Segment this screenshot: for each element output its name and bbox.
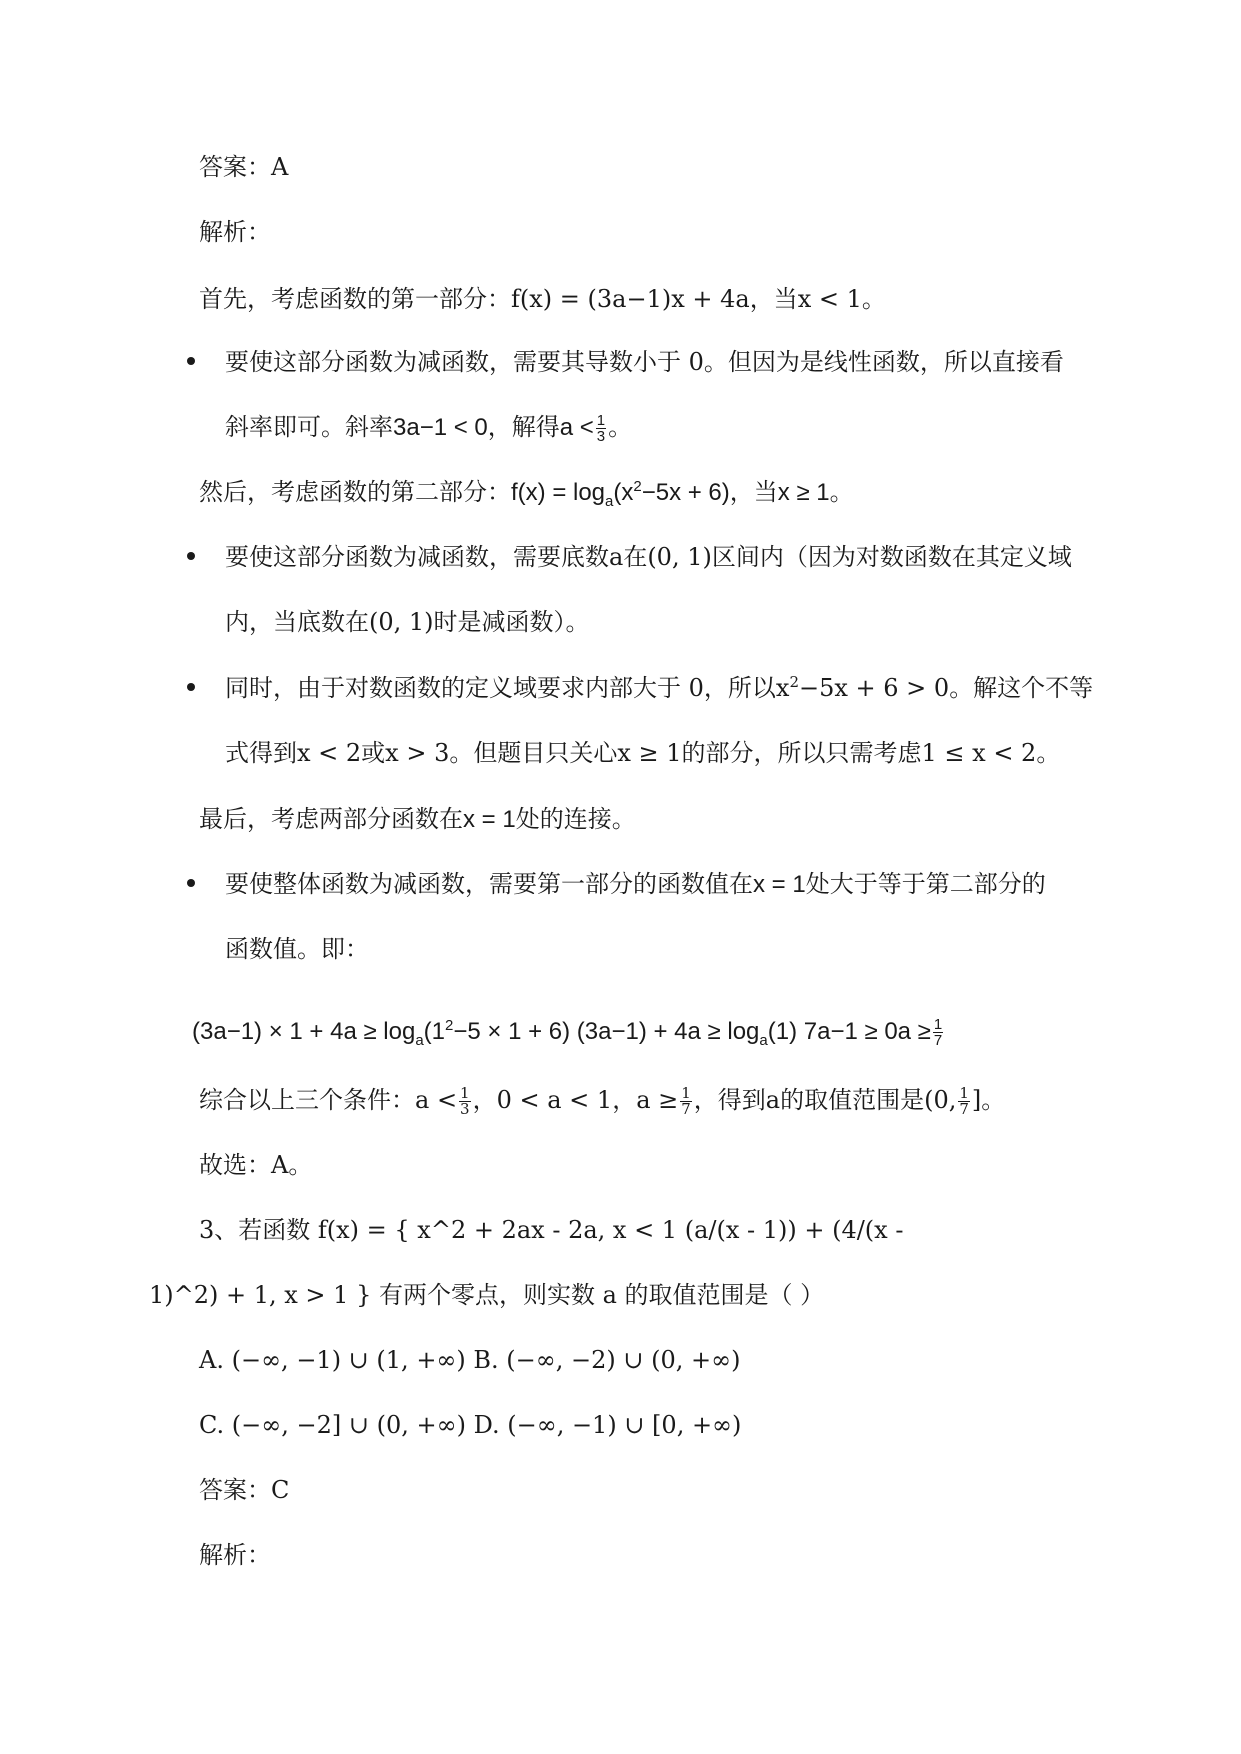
text: 斜率即可。斜率 — [225, 413, 393, 441]
bullet-icon — [187, 357, 195, 365]
fraction-denominator: 7 — [681, 1100, 691, 1118]
math-expr: x = 1 — [463, 806, 516, 833]
summary-paragraph — [199, 1083, 1005, 1117]
math-expr: a ≥ — [636, 1086, 679, 1114]
math-expr: a < — [559, 414, 594, 441]
fraction — [933, 1017, 943, 1048]
math-expr: −5x + 6 > 0 — [799, 674, 950, 702]
subscript: a — [759, 1031, 768, 1049]
text: 处的连接。 — [515, 805, 636, 833]
text: 在 — [623, 543, 648, 571]
text: 。 — [608, 413, 633, 441]
math-text: f(x) = log — [511, 479, 606, 506]
text: 区间内（因为对数函数在其定义域 — [711, 543, 1072, 571]
fraction-denominator: 7 — [933, 1032, 943, 1050]
bullet-text — [225, 540, 1072, 574]
math-var: x — [775, 674, 790, 702]
text: 时是减函数）。 — [433, 608, 590, 636]
text: 处大于等于第二部分的 — [805, 870, 1046, 898]
bullet-icon — [187, 879, 195, 887]
text: ， — [472, 1086, 497, 1114]
analysis-heading: 解析： — [199, 1541, 271, 1569]
question-3-line-1: 3、若函数 f(x) = { x^2 + 2ax - 2a, x < 1 (a/(x - 1)) + (4/(x - — [199, 1216, 904, 1244]
text: 然后，考虑函数的第二部分： — [199, 478, 511, 506]
fraction-denominator: 7 — [959, 1100, 969, 1118]
text: 的取值范围是 — [780, 1086, 925, 1114]
math-expr: x < 2 — [297, 739, 362, 767]
math-expr: x = 1 — [753, 871, 806, 898]
math-expr: (0, — [924, 1086, 957, 1114]
fraction-numerator: 1 — [460, 1084, 470, 1102]
bullet-text-continuation — [225, 736, 1060, 770]
superscript: 2 — [789, 673, 799, 691]
options-c-d: C. (−∞, −2] ∪ (0, +∞) D. (−∞, −1) ∪ [0, +∞) — [199, 1411, 742, 1439]
text: ，当 — [729, 478, 778, 506]
math-expr: a < — [415, 1086, 458, 1114]
text: 同时，由于对数函数的定义域要求内部大于 0，所以 — [225, 674, 776, 702]
math-expr: ] — [971, 1086, 982, 1114]
math-expr: 0 < a < 1 — [496, 1086, 613, 1114]
text: 要使整体函数为减函数，需要第一部分的函数值在 — [225, 870, 753, 898]
fraction — [596, 413, 606, 444]
text: ，解得 — [487, 413, 560, 441]
math-expr: (0, 1) — [647, 543, 712, 571]
text: 。但题目只关心 — [449, 739, 618, 767]
second-part-paragraph — [199, 475, 854, 510]
text: 。解这个不等 — [949, 674, 1094, 702]
math-text: (1 — [423, 1018, 446, 1045]
math-expr: x < 1 — [797, 285, 862, 313]
answer-line: 答案：C — [199, 1476, 290, 1504]
text: 首先，考虑函数的第一部分： — [199, 285, 511, 313]
text: 或 — [361, 739, 386, 767]
bullet-icon — [187, 552, 195, 560]
subscript: a — [605, 492, 614, 510]
bullet-icon — [187, 683, 195, 691]
text: ， — [612, 1086, 637, 1114]
bullet-text — [225, 671, 1093, 705]
choose-line: 故选：A。 — [199, 1151, 313, 1179]
text: 的部分，所以只需考虑 — [681, 739, 922, 767]
text: 内，当底数在 — [225, 608, 369, 636]
fraction — [459, 1086, 471, 1117]
analysis-heading: 解析： — [199, 218, 271, 246]
text: 最后，考虑两部分函数在 — [199, 805, 463, 833]
text: 综合以上三个条件： — [199, 1086, 415, 1114]
math-text: (x — [613, 479, 634, 506]
math-var: a — [765, 1086, 781, 1114]
fraction-numerator: 1 — [596, 412, 606, 429]
fraction-numerator: 1 — [933, 1016, 943, 1034]
text: 式得到 — [225, 739, 297, 767]
math-expr: f(x) = (3a−1)x + 4a — [511, 285, 750, 313]
math-expr: (0, 1) — [369, 608, 434, 636]
bullet-text-continuation: 函数值。即： — [225, 935, 369, 963]
text: ，得到 — [693, 1086, 766, 1114]
text: 。 — [981, 1086, 1006, 1114]
answer-line: 答案：A — [199, 153, 289, 181]
continuity-paragraph — [199, 802, 636, 837]
fraction — [958, 1086, 970, 1117]
text: 。 — [1036, 739, 1061, 767]
bullet-text: 要使这部分函数为减函数，需要其导数小于 0。但因为是线性函数，所以直接看 — [225, 348, 1064, 376]
fraction — [680, 1086, 692, 1117]
superscript: 2 — [633, 478, 642, 495]
text: 要使这部分函数为减函数，需要底数 — [225, 543, 609, 571]
text: 。 — [861, 285, 886, 313]
inequality-formula — [192, 1015, 945, 1049]
superscript: 2 — [445, 1017, 454, 1034]
subscript: a — [415, 1031, 424, 1049]
math-expr: x ≥ 1 — [777, 479, 830, 506]
question-3-line-2: 1)^2) + 1, x > 1 } 有两个零点，则实数 a 的取值范围是（ ） — [149, 1281, 825, 1309]
math-text: (3a−1) × 1 + 4a ≥ log — [192, 1018, 416, 1045]
math-expr: x ≥ 1 — [617, 739, 682, 767]
text: 。 — [829, 478, 854, 506]
math-var: a — [609, 543, 624, 571]
math-expr: 3a−1 < 0 — [393, 414, 488, 441]
options-a-b: A. (−∞, −1) ∪ (1, +∞) B. (−∞, −2) ∪ (0, +∞) — [199, 1346, 741, 1374]
math-expr: x > 3 — [385, 739, 450, 767]
math-expr: 1 ≤ x < 2 — [921, 739, 1037, 767]
first-part-paragraph — [199, 282, 886, 316]
bullet-text-continuation — [225, 410, 632, 445]
fraction-numerator: 1 — [681, 1084, 691, 1102]
fraction-denominator: 3 — [460, 1100, 470, 1118]
math-text: −5 × 1 + 6) (3a−1) + 4a ≥ log — [453, 1018, 760, 1045]
text: ，当 — [749, 285, 798, 313]
fraction-numerator: 1 — [959, 1084, 969, 1102]
bullet-text — [225, 867, 1046, 902]
bullet-text-continuation — [225, 605, 590, 639]
math-text: (1) 7a−1 ≥ 0a ≥ — [767, 1018, 931, 1045]
fraction-denominator: 3 — [596, 428, 606, 445]
math-expr — [511, 478, 730, 510]
math-text: −5x + 6) — [641, 479, 730, 506]
